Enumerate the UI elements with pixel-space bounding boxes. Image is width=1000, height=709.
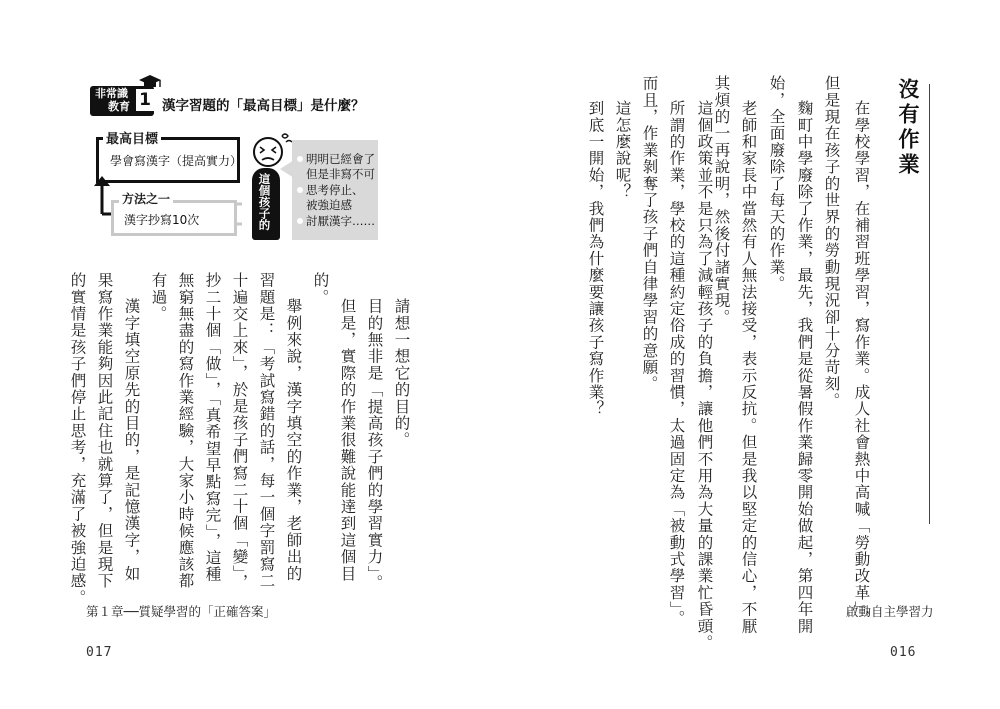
page-number: 016 <box>890 645 917 660</box>
text-column: 目的無非是「提高孩子們的學習實力」。 <box>365 298 384 591</box>
text-column: 無窮無盡的寫作業經驗，大家小時候應該都 <box>176 272 195 590</box>
text-column: 在學校學習，在補習班學習，寫作業。成人社會熱中高喊「勞動改革」， <box>852 100 871 627</box>
text-column: 到底一開始，我們為什麼要讓孩子寫作業？ <box>586 100 605 418</box>
text-column: 其煩的一再說明，然後付諸實現。 <box>712 75 731 326</box>
running-footer: 第１章──質疑學習的「正確答案」 <box>86 604 277 619</box>
method-label: 方法之一 <box>119 190 173 207</box>
page-number: 017 <box>86 645 113 660</box>
text-column: 但是現在孩子的世界的勞動現況卻十分苛刻。 <box>822 75 841 409</box>
bullet-dot <box>297 156 303 162</box>
bullet-dot <box>297 187 303 193</box>
text-column: 舉例來說，漢字填空的作業，老師出的 <box>284 298 303 582</box>
text-column: 的。 <box>311 272 330 306</box>
badge-bottom-text: 教育 <box>108 100 130 113</box>
chapter-title: 沒有作業 <box>896 78 920 178</box>
text-column: 始，全面廢除了每天的作業。 <box>767 75 786 293</box>
text-column: 十遍交上來」，於是孩子們寫二十個「變」， <box>230 272 249 591</box>
goal-label: 最高目標 <box>103 128 161 147</box>
badge-number: 1 <box>136 89 154 111</box>
bubble-tail <box>280 160 294 178</box>
text-column: 請想一想它的目的。 <box>392 298 411 449</box>
bullet-dot <box>297 218 303 224</box>
text-column: 漢字填空原先的目的，是記憶漢字，如 <box>122 298 141 582</box>
bubble-item: 討厭漢字…… <box>297 214 375 229</box>
bubble-item: 被強迫感 <box>306 198 352 212</box>
text-column: 有過。 <box>149 272 168 323</box>
text-column: 抄二十個「做」，「真希望早點寫完」，這種 <box>203 272 222 583</box>
badge-top-text: 非常識 <box>95 87 128 100</box>
method-text: 漢字抄寫10次 <box>124 213 200 227</box>
goal-text: 學會寫漢字（提高實力） <box>110 154 243 168</box>
callout-question: 漢字習題的「最高目標」是什麼？ <box>162 98 365 114</box>
text-column: 這怎麼說呢？ <box>613 100 632 201</box>
bubble-item: 明明已經會了 <box>297 152 375 167</box>
text-column: 老師和家長中當然有人無法接受，表示反抗。但是我以堅定的信心，不厭 <box>739 100 758 635</box>
text-column: 習題是：「考試寫錯的話，每一個字罰寫二 <box>257 272 276 590</box>
text-column: 但是，實際的作業很難說能達到這個目 <box>338 298 357 582</box>
text-column: 果寫作業能夠因此記住也就算了，但是現下 <box>95 272 114 590</box>
title-rule <box>929 84 930 524</box>
text-column: 麴町中學廢除了作業，最先，我們是從暑假作業歸零開始做起，第四年開 <box>795 100 814 635</box>
bubble-item: 但是非寫不可 <box>306 167 375 181</box>
text-column: 的實情是孩子們停止思考，充滿了被強迫感。 <box>68 272 87 606</box>
text-column: 所謂的作業，學校的這種約定俗成的習慣，太過固定為「被動式學習」。 <box>667 100 686 627</box>
speaker-label: 這個孩子的 <box>257 173 272 231</box>
graduation-cap-icon <box>138 74 162 90</box>
bubble-item: 思考停止、 <box>297 183 364 198</box>
text-column: 這個政策並不是只為了減輕孩子的負擔，讓他們不用為大量的課業忙昏頭。 <box>695 100 714 652</box>
running-footer: 啟動自主學習力 <box>846 604 934 619</box>
text-column: 而且，作業剝奪了孩子們自律學習的意願。 <box>640 75 659 393</box>
